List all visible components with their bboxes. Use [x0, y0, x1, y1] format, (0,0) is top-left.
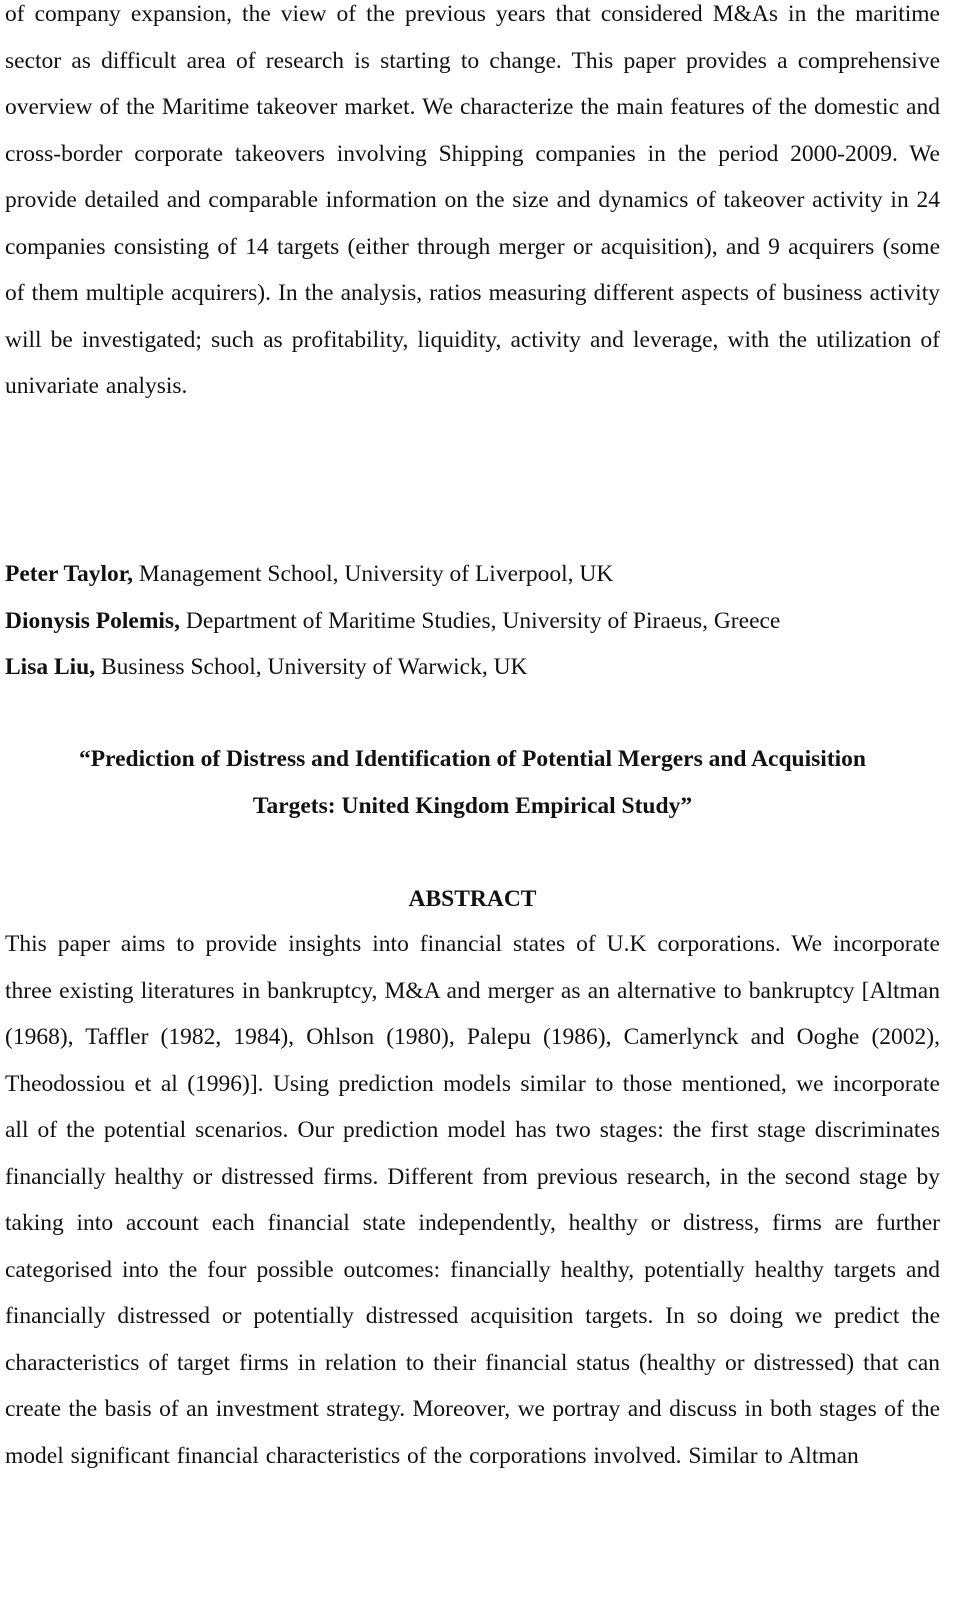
author-list — [5, 551, 940, 691]
author-line — [5, 551, 940, 598]
author-affiliation: Department of Maritime Studies, University of Piraeus, Greece — [179, 607, 781, 634]
abstract-paragraph: This paper aims to provide insights into financial states of U.K corporations. We incorporate three existing literatures in bankruptcy, M&A and merger as an alternative to bankruptcy [Altman (1968), Taffler (1982, 1984), Ohlson (1980), Palepu (1986), Camerlynck and Ooghe (2002), Theodossiou et al (1996)]. Using prediction models similar to those mentioned, we incorporate all of the potential scenarios. Our prediction model has two stages: the first stage discriminates financially healthy or distressed firms. Different from previous research, in the second stage by taking into account each financial state independently, healthy or distress, firms are further categorised into the four possible outcomes: financially healthy, potentially healthy targets and financially distressed or potentially distressed acquisition targets. In so doing we predict the characteristics of target firms in relation to their financial status (healthy or distressed) that can create the basis of an investment strategy. Moreover, we portray and discuss in both stages of the model significant financial characteristics of the corporations involved. Similar to Altman — [5, 931, 940, 1469]
paper-title-line: Targets: United Kingdom Empirical Study” — [252, 792, 693, 819]
author-line — [5, 644, 940, 691]
paper-title — [5, 736, 940, 829]
author-name: Lisa Liu, — [5, 654, 96, 680]
author-line — [5, 598, 940, 645]
abstract-heading: ABSTRACT — [408, 886, 537, 912]
author-name: Peter Taylor, — [5, 561, 133, 587]
author-name: Dionysis Polemis, — [5, 607, 180, 634]
author-affiliation: Management School, University of Liverpool, UK — [132, 561, 614, 587]
intro-paragraph: of company expansion, the view of the previous years that considered M&As in the maritime sector as difficult area of research is starting to change. This paper provides a comprehensive overview of the Maritime takeover market. We characterize the main features of the domestic and cross-border corporate takeovers involving Shipping companies in the period 2000-2009. We provide detailed and comparable information on the size and dynamics of takeover activity in 24 companies consisting of 14 targets (either through merger or acquisition), and 9 acquirers (some of them multiple acquirers). In the analysis, ratios measuring different aspects of business activity will be investigated; such as profitability, liquidity, activity and leverage, with the utilization of univariate analysis. — [5, 1, 940, 399]
paper-title-line: “Prediction of Distress and Identification of Potential Mergers and Acquisition — [78, 746, 866, 772]
author-affiliation: Business School, University of Warwick, UK — [95, 654, 528, 680]
